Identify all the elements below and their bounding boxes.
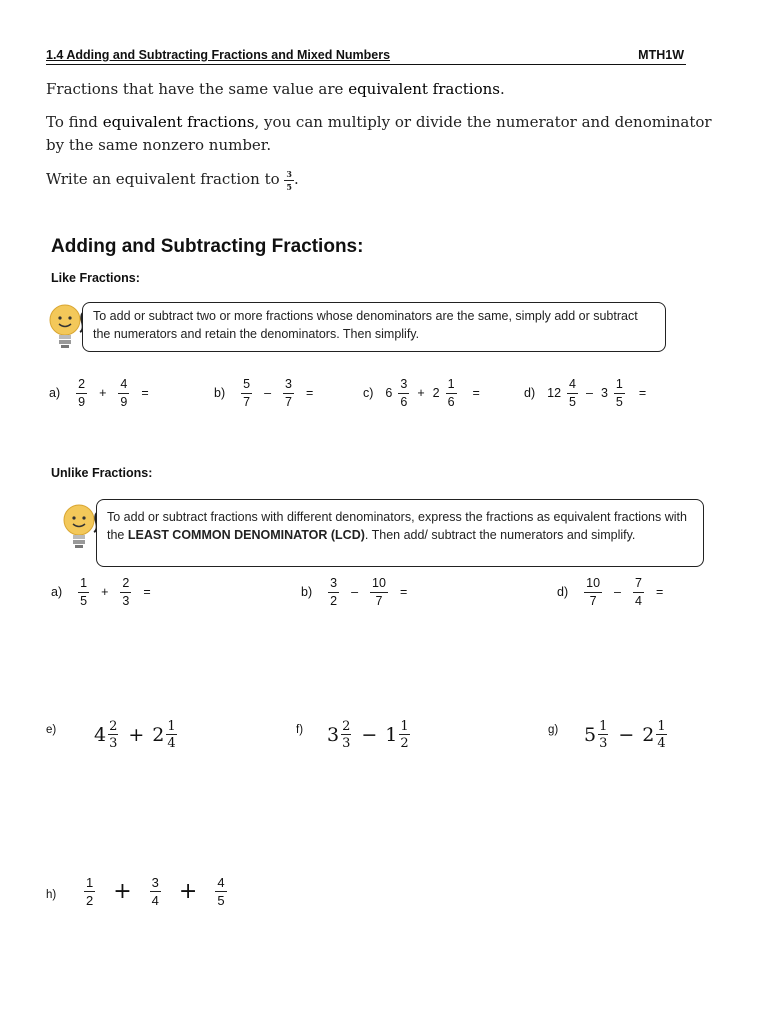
intro-line-3: Write an equivalent fraction to $\frac{3}{5}$ . (46, 168, 299, 192)
unlike-problem-f: 3 $\frac{2}{3}$ − 1 $\frac{1}{2}$ (327, 719, 409, 751)
section-title: Adding and Subtracting Fractions: (51, 236, 364, 257)
term-equivalent-fractions: equivalent fractions (348, 80, 500, 98)
like-problem-b: b) $\frac{5}{7}$ – $\frac{3}{7}$ = (214, 377, 314, 409)
unlike-fractions-tip: To add or subtract fractions with different denominators, express the fractions as equivalent fractions with the LEAST COMMON DENOMINATOR (LCD). Then add/ subtract the numerators and simplify. (96, 499, 704, 567)
term-equivalent-fractions-2: equivalent fractions (102, 113, 255, 131)
intro-line-2: To find equivalent fractions, you can multiply or divide the numerator and denominator by the same nonzero number. (46, 113, 712, 154)
unlike-problem-a: a) $\frac{1}{5}$ + $\frac{2}{3}$ = (51, 576, 151, 608)
fraction-three-fifths: $\frac{3}{5}$ (286, 168, 292, 192)
like-problem-d: d) 12 $\frac{4}{5}$ – 3 $\frac{1}{5}$ = (524, 377, 647, 409)
unlike-problem-g: 5 $\frac{1}{3}$ − 2 $\frac{1}{4}$ (584, 719, 666, 751)
unlike-problem-h: $\frac{1}{2}$ + $\frac{3}{4}$ + $\frac{4}{5}$ (86, 875, 225, 908)
unlike-fractions-heading: Unlike Fractions: (51, 466, 153, 480)
worksheet-title: 1.4 Adding and Subtracting Fractions and Mixed Numbers (46, 48, 391, 62)
like-fractions-heading: Like Fractions: (51, 271, 140, 285)
like-problem-a: a) $\frac{2}{9}$ + $\frac{4}{9}$ = (49, 377, 149, 409)
course-code: MTH1W (638, 48, 684, 62)
like-fractions-tip: To add or subtract two or more fractions whose denominators are the same, simply add or subtract the numerators and retain the denominators. Then simplify. (82, 302, 666, 352)
unlike-problem-d: d) $\frac{10}{7}$ – $\frac{7}{4}$ = (557, 576, 664, 608)
problem-e-label: e) (46, 724, 57, 736)
problem-h-label: h) (46, 889, 57, 901)
like-problem-c: c) 6 $\frac{3}{6}$ + 2 $\frac{1}{6}$ = (363, 377, 480, 409)
intro-line-1: Fractions that have the same value are equivalent fractions. (46, 80, 505, 98)
page-header (46, 48, 686, 65)
unlike-problem-e: 4 $\frac{2}{3}$ + 2 $\frac{1}{4}$ (94, 719, 176, 751)
lcd-term: LEAST COMMON DENOMINATOR (LCD) (127, 528, 365, 542)
problem-g-label: g) (548, 724, 559, 736)
unlike-problem-b: b) $\frac{3}{2}$ – $\frac{10}{7}$ = (301, 576, 408, 608)
problem-f-label: f) (296, 724, 304, 736)
